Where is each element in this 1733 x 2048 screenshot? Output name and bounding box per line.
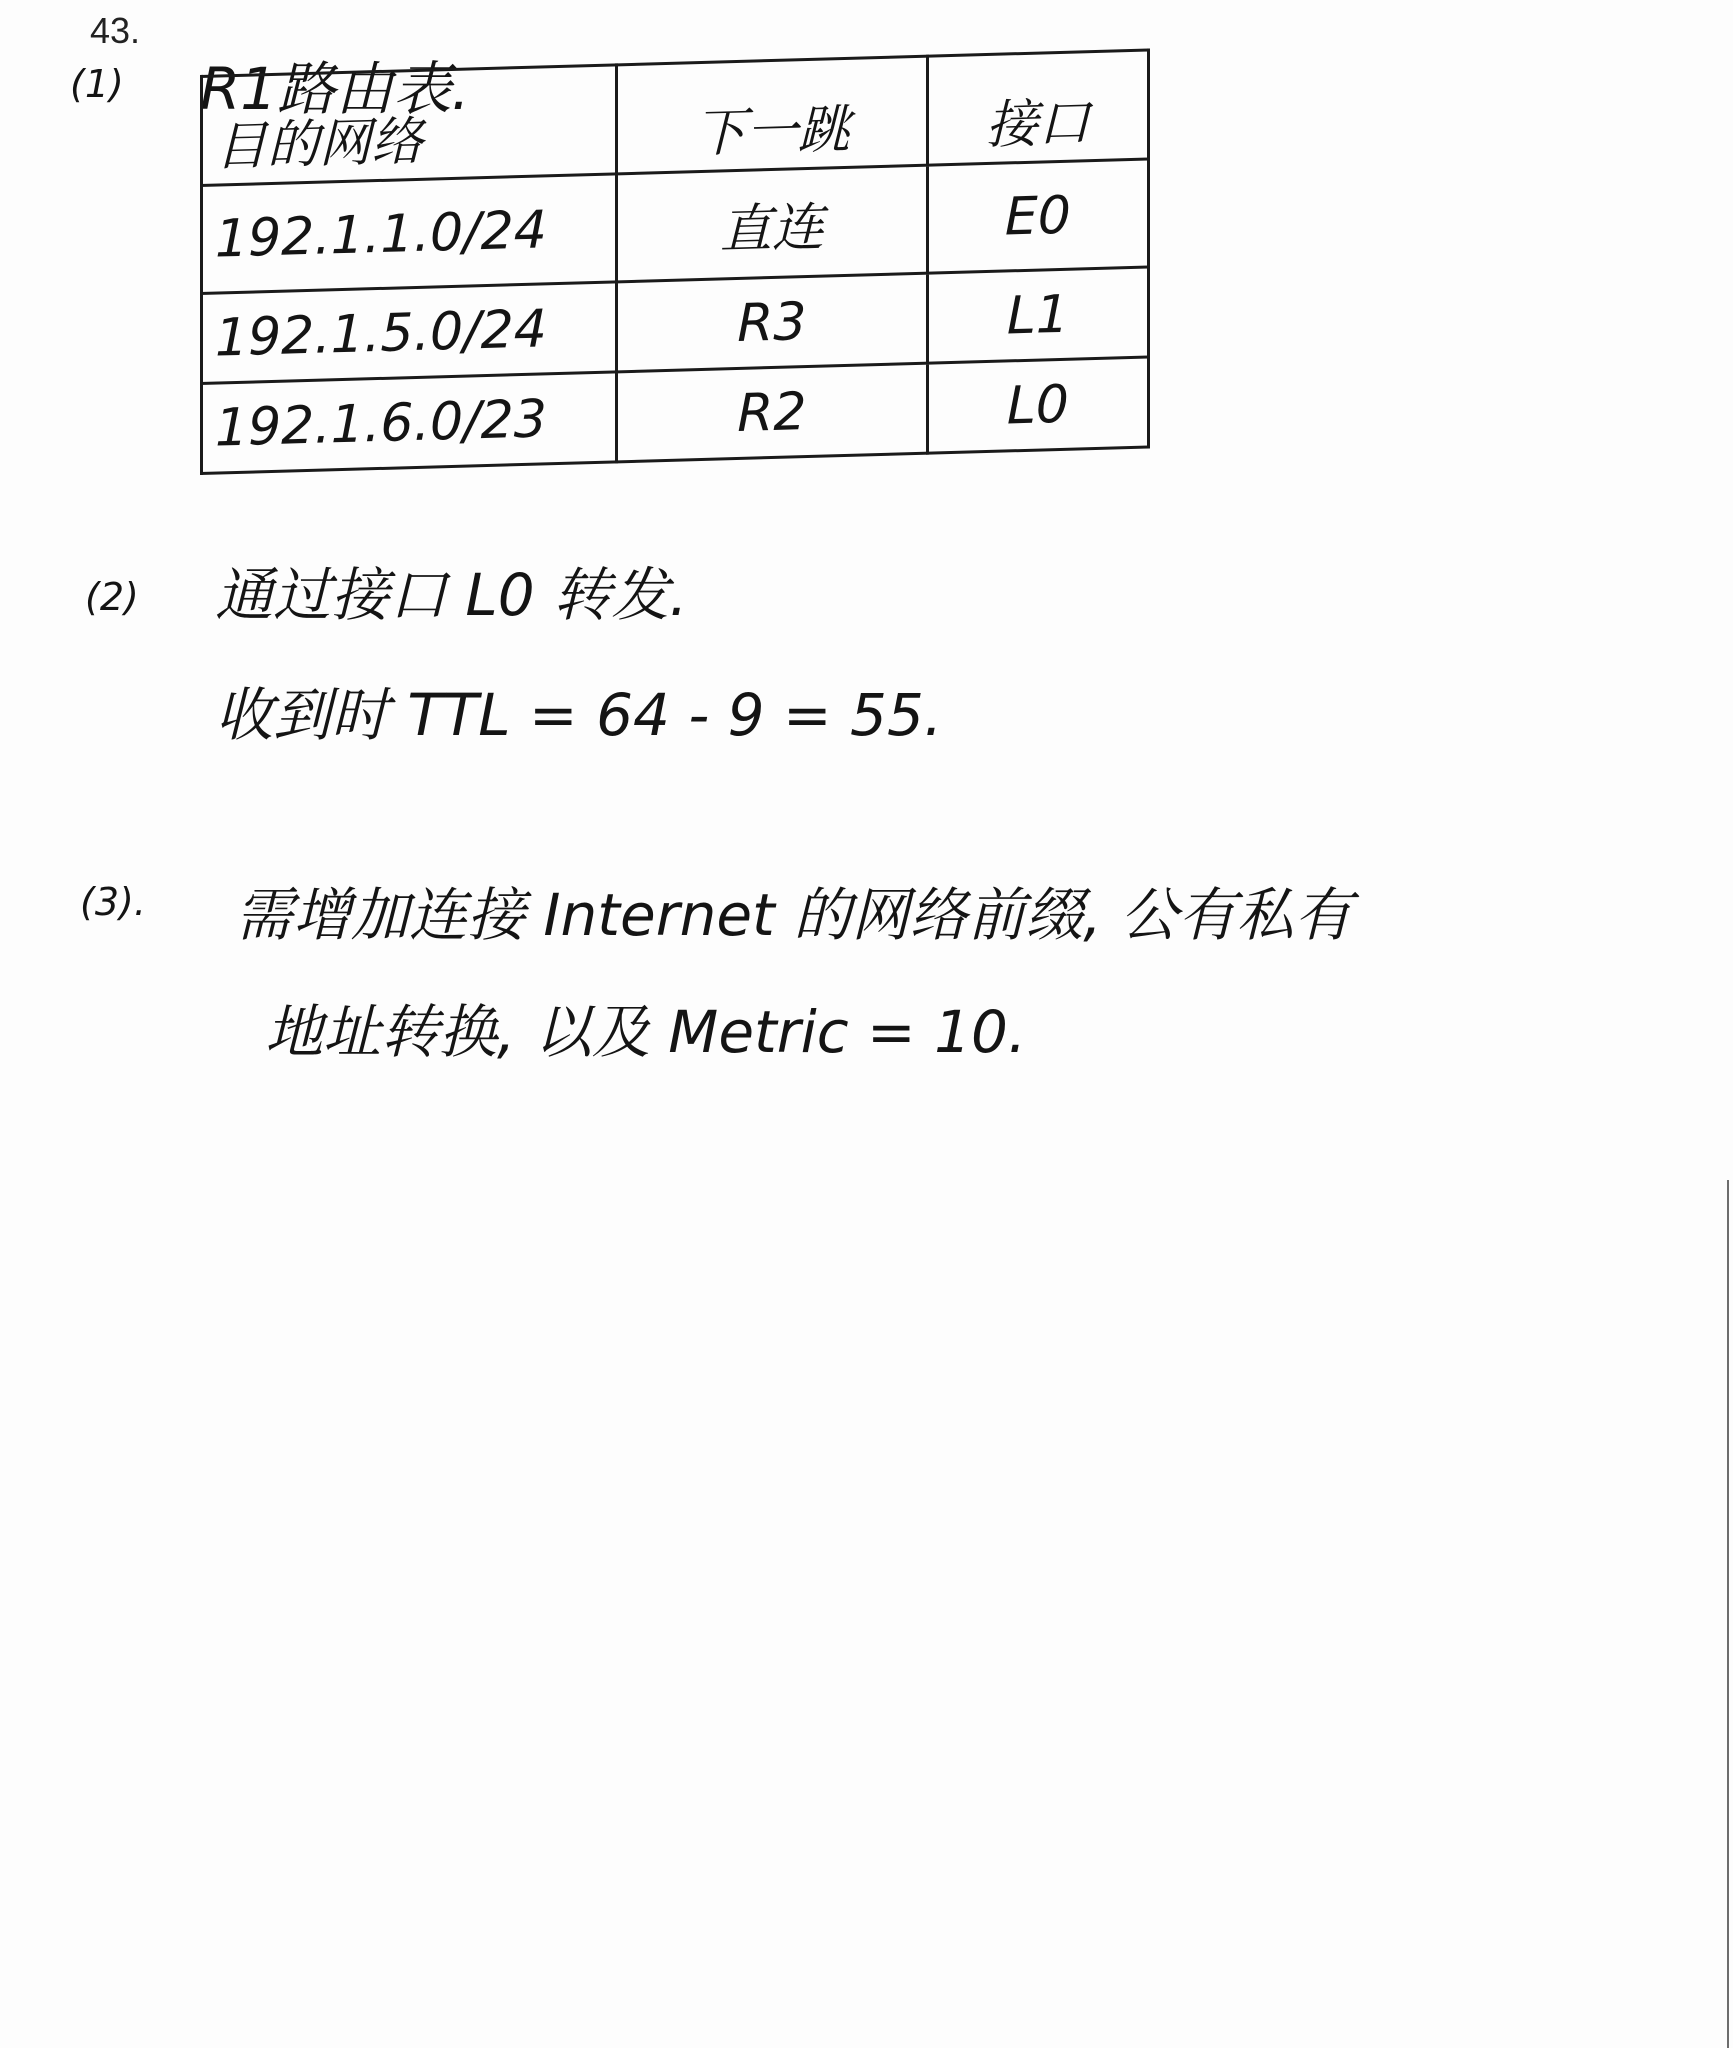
part2-line1: 通过接口 L0 转发. (215, 561, 688, 629)
row2-next-hop: R3 (617, 274, 928, 372)
row3-destination: 192.1.6.0/23 (202, 372, 617, 473)
part3-label: (3). (80, 880, 146, 924)
part3-line2: 地址转换, 以及 Metric = 10. (265, 998, 1027, 1066)
part2-line2: 收到时 TTL = 64 - 9 = 55. (215, 681, 943, 749)
part3-line1: 需增加连接 Internet 的网络前缀, 公有私有 (235, 881, 1353, 949)
row3-next-hop: R2 (617, 363, 928, 461)
part1-label: (1) (70, 62, 124, 106)
row2-interface: L1 (927, 267, 1148, 363)
routing-table (200, 48, 1150, 475)
part2-label: (2) (85, 575, 139, 619)
row1-interface: E0 (927, 159, 1148, 274)
row1-next-hop: 直连 (617, 165, 928, 282)
row1-destination: 192.1.1.0/24 (202, 174, 617, 294)
part1-title: R1路由表. (200, 55, 470, 123)
header-next-hop: 下一跳 (617, 56, 928, 173)
question-number: 43. (90, 10, 141, 51)
header-destination: 目的网络 (202, 65, 617, 185)
row2-destination: 192.1.5.0/24 (202, 282, 617, 383)
row3-interface: L0 (927, 357, 1148, 453)
page-edge-divider (1727, 1180, 1729, 2048)
header-interface: 接口 (927, 50, 1148, 165)
